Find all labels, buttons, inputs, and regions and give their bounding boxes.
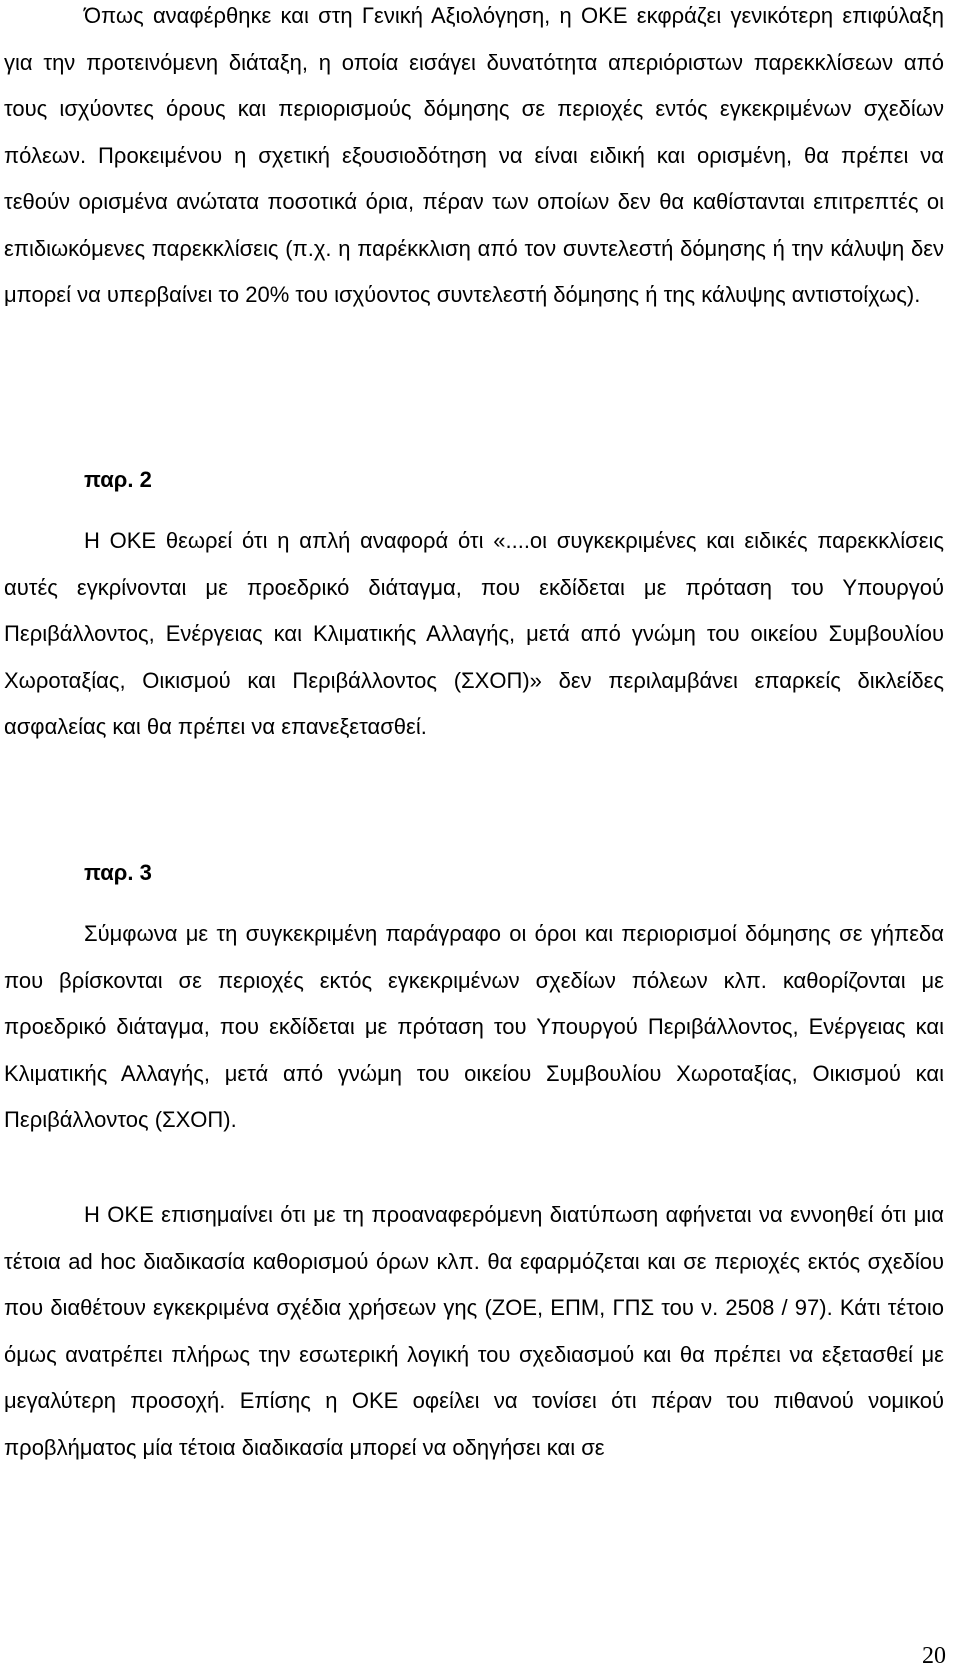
paragraph-par2: Η ΟΚΕ θεωρεί ότι η απλή αναφορά ότι «....οι συγκεκριμένες και ειδικές παρεκκλίσεις αυτές εγκρίνονται με προεδρικό διάταγμα, που εκδίδεται με πρόταση του Υπουργού Περιβάλλοντος, Ενέργειας και Κλιματικής Αλλαγής, μετά από γνώμη του οικείου Συμβουλίου Χωροταξίας, Οικισμού και Περιβάλλοντος (ΣΧΟΠ)» δεν περιλαμβάνει επαρκείς δικλείδες ασφαλείας και θα πρέπει να επανεξετασθεί. <box>4 528 944 739</box>
paragraph-oke-remark: Η ΟΚΕ επισημαίνει ότι με τη προαναφερόμενη διατύπωση αφήνεται να εννοηθεί ότι μια τέτοια ad hoc διαδικασία καθορισμού όρων κλπ. θα εφαρμόζεται και σε περιοχές εκτός σχεδίου που διαθέτουν εγκεκριμένα σχέδια χρήσεων γης (ΖΟΕ, ΕΠΜ, ΓΠΣ του ν. 2508 / 97). Κάτι τέτοιο όμως ανατρέπει πλήρως την εσωτερική λογική του σχεδιασμού και θα πρέπει να εξετασθεί με μεγαλύτερη προσοχή. Επίσης η ΟΚΕ οφείλει να τονίσει ότι πέραν του πιθανού νομικού προβλήματος μία τέτοια διαδικασία μπορεί να οδηγήσει και σε <box>4 1202 944 1460</box>
page-number: 20 <box>922 1643 946 1669</box>
paragraph-par3: Σύμφωνα με τη συγκεκριμένη παράγραφο οι όροι και περιορισμοί δόμησης σε γήπεδα που βρίσκονται σε περιοχές εκτός εγκεκριμένων σχεδίων πόλεων κλπ. καθορίζονται με προεδρικό διάταγμα, που εκδίδεται με πρόταση του Υπουργού Περιβάλλοντος, Ενέργειας και Κλιματικής Αλλαγής, μετά από γνώμη του οικείου Συμβουλίου Χωροταξίας, Οικισμού και Περιβάλλοντος (ΣΧΟΠ). <box>4 921 944 1132</box>
section-heading-par2: παρ. 2 <box>84 467 152 492</box>
paragraph-general-assessment: Όπως αναφέρθηκε και στη Γενική Αξιολόγηση, η ΟΚΕ εκφράζει γενικότερη επιφύλαξη για την προτεινόμενη διάταξη, η οποία εισάγει δυνατότητα απεριόριστων παρεκκλίσεων από τους ισχύοντες όρους και περιορισμούς δόμησης σε περιοχές εντός εγκεκριμένων σχεδίων πόλεων. Προκειμένου η σχετική εξουσιοδότηση να είναι ειδική και ορισμένη, θα πρέπει να τεθούν ορισμένα ανώτατα ποσοτικά όρια, πέραν των οποίων δεν θα καθίστανται επιτρεπτές οι επιδιωκόμενες παρεκκλίσεις (π.χ. η παρέκκλιση από τον συντελεστή δόμησης ή την κάλυψη δεν μπορεί να υπερβαίνει το 20% του ισχύοντος συντελεστή δόμησης ή της κάλυψης αντιστοίχως). <box>4 3 944 307</box>
section-heading-par3: παρ. 3 <box>84 860 152 885</box>
